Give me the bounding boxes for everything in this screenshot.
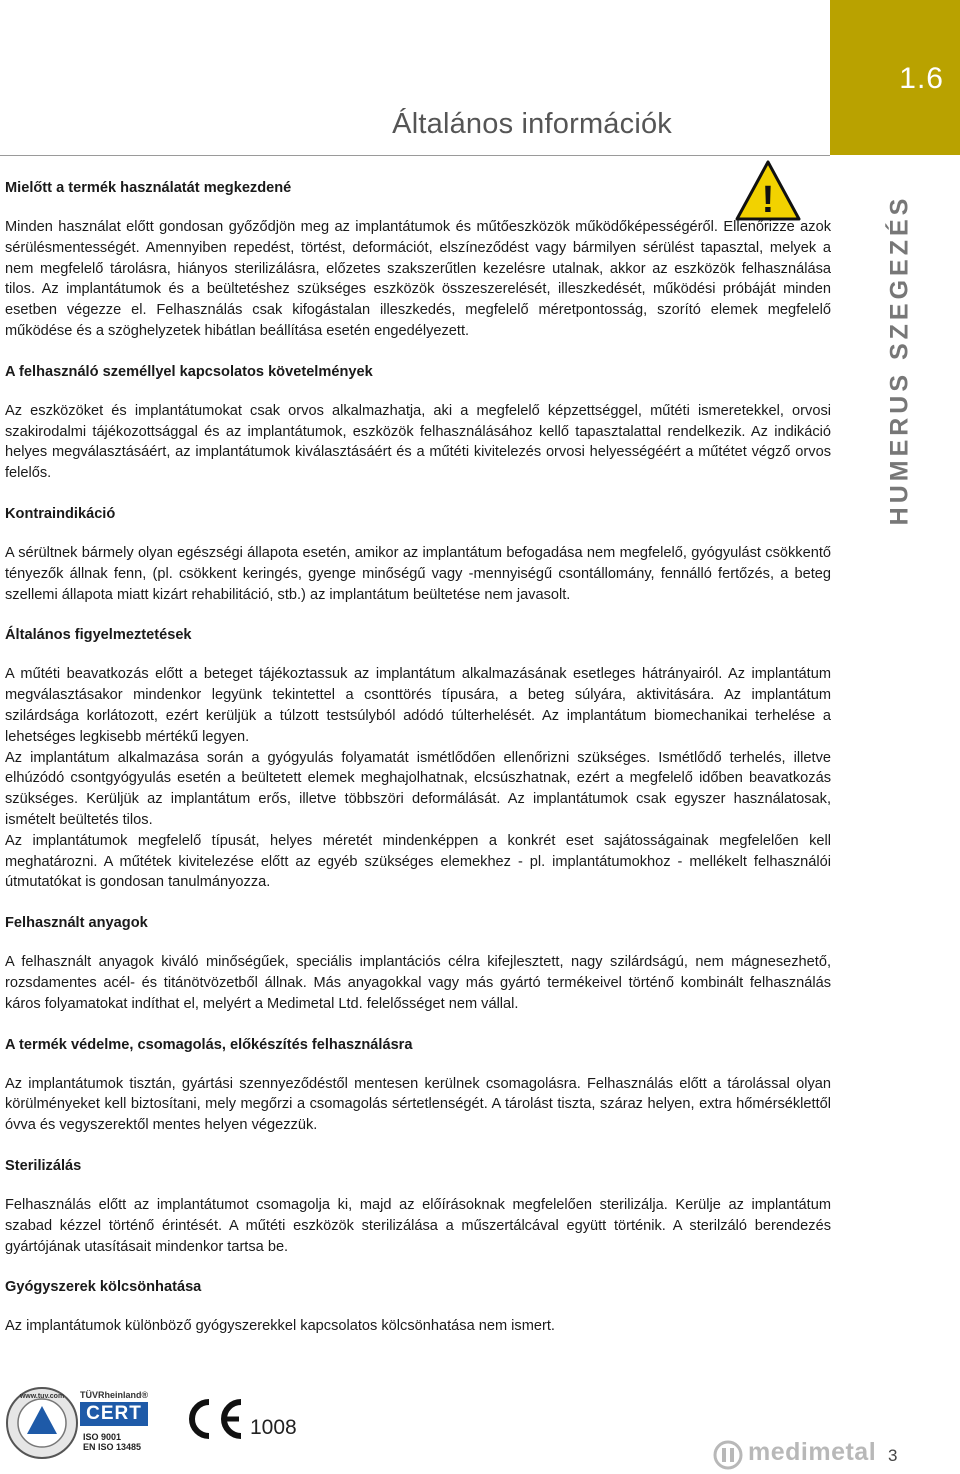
section-heading: Mielőtt a termék használatát megkezdené [5, 180, 292, 196]
document-body [5, 178, 831, 1357]
medimetal-logo-icon [713, 1440, 743, 1470]
section-paragraph: Minden használat előtt gondosan győződjön meg az implantátumok és műtőeszközök működőképességéről. Ellenőrizze azok sérülésmentességét. Amennyiben repedést, törtést, deformációt, elszíneződést vagy bármilyen sérülést tapasztal, melyek a nem megfelelő tárolásra, hiányos sterilizálásra, előzetes szakszerűtlen kezelésre utalnak, akkor az eszközök felhasználása tilos. Az implantátumok és a beültetéshez szükséges eszközök összeszerelését, illeszkedését, működési próbáját minden esetben végezze el. Felhasználás csak kifogástalan illeszkedés, megfelelő méretpontosság, szorító elemek megfelelő működése és a szöghelyzetek hibátlan beállítása esetén engedélyezett. [5, 219, 831, 339]
section-heading: A termék védelme, csomagolás, előkészítés felhasználásra [5, 1036, 413, 1053]
section-number: 1.6 [899, 62, 944, 95]
page-number: 3 [888, 1446, 898, 1465]
section-user-requirements [5, 362, 831, 484]
side-label: HUMERUS SZEGEZÉS [885, 194, 914, 526]
tuv-cert-block [80, 1390, 160, 1456]
section-paragraph: Az implantátumok különböző gyógyszerekkel kapcsolatos kölcsönhatása nem ismert. [5, 1318, 555, 1335]
iso-line: ISO 9001 [83, 1432, 122, 1442]
section-paragraph: Az implantátumok megfelelő típusát, helyes méretét mindenképpen a konkrét eset sajátosságainak megfelelően kell meghatározni. A műtétek kivitelezése előtt az egyéb szükséges elemekhez - pl. implantátumokhoz - mellékelt felhasználói útmutatókat is gondosan tanulmányozza. [5, 832, 831, 891]
tuv-brand: TÜVRheinland® [80, 1390, 149, 1400]
section-paragraph: Felhasználás előtt az implantátumot csomagolja ki, majd az előírásoknak megfelelően sterilizálja. Kerülje az implantátum szabad kézzel történő érintését. A műtéti eszközök sterilizálása a műszertálcával együtt történik. A sterilzáló berendezés gyártójának utasításait mindenkor tartsa be. [5, 1196, 831, 1255]
tuv-cert-label: CERT [80, 1402, 148, 1426]
iso-certifications [83, 1432, 141, 1452]
warning-symbol: ! [761, 179, 775, 221]
section-number-box [830, 0, 960, 155]
header-band [0, 0, 830, 156]
section-general-warnings [5, 625, 831, 893]
footer [0, 1380, 960, 1474]
iso-line: EN ISO 13485 [83, 1442, 142, 1452]
section-paragraph: Az implantátum alkalmazása során a gyógyulás folyamatát ismétlődően ellenőrizni szükséges. Ismétlődő terhelés, illetve elhúzódó csontgyógyulás esetén a beültetett elemek meghajolhatnak, elcsúszhatnak, ezért a megfelelő időben beavatkozás szükséges. Kerüljük az implantátum erős, illetve többszöri deformálását. Az implantátumok csak egyszer használatosak, ismételt beültetés tilos. [5, 749, 831, 828]
tuv-seal-text: www.tuv.com [19, 1393, 65, 1400]
section-heading: Gyógyszerek kölcsönhatása [5, 1279, 202, 1296]
page-title: Általános információk [392, 108, 672, 140]
section-paragraph: A sérültnek bármely olyan egészségi állapota esetén, amikor az implantátum befogadása nem megfelelő, gyógyulást csökkentő tényezők állnak fenn, (pl. csökkent keringés, gyenge minőségű vagy -mennyiségű csontállomány, fennálló fertőzés, a beteg szellemi állapota miatt kizárt rehabilitáció, stb.) az implantátum beültetése nem javasolt. [5, 544, 831, 603]
section-sterilization [5, 1156, 831, 1257]
section-before-use [5, 178, 831, 342]
section-paragraph: Az eszközöket és implantátumokat csak orvos alkalmazhatja, aki a megfelelő képzettséggel, műtéti ismeretekkel, orvosi szakirodalmi tájékozottsággal és az implantátumok, eszközök felhasználásához kellő tapasztalattal rendelkezik. Az indikáció helyes megválasztásáért, az implantátumok kiválasztásáért és a műtéti kivitelezés orvosi helyességéért a műtétet végző orvos felelős. [5, 402, 831, 482]
section-packaging [5, 1035, 831, 1136]
tuv-seal-icon [5, 1386, 79, 1460]
section-contraindication [5, 504, 831, 605]
section-heading: Általános figyelmeztetések [5, 627, 192, 644]
ce-mark-icon [183, 1396, 245, 1442]
section-heading: Sterilizálás [5, 1157, 82, 1174]
section-heading: Felhasznált anyagok [5, 915, 148, 932]
section-materials [5, 913, 831, 1014]
section-paragraph: Az implantátumok tisztán, gyártási szennyeződéstől mentesen kerülnek csomagolásra. Felhasználás előtt a tárolással olyan körülményeket kell biztosítani, mely megőrzi a csomagolás sértetlenségét. A tárolást tiszta, száraz helyen, extra hőmérséklettől óvva és vegyszerektől mentes helyen végezzük. [5, 1075, 831, 1134]
section-heading: A felhasználó személlyel kapcsolatos követelmények [5, 363, 373, 380]
ce-notified-body-number: 1008 [250, 1416, 297, 1439]
section-heading: Kontraindikáció [5, 505, 116, 522]
section-paragraph: A felhasznált anyagok kiváló minőségűek, speciális implantációs célra kifejlesztett, nagy szilárdságú, nem mágnesezhető, rozsdamentes acél- és titánötvözetből állnak. Más anyagokkal vagy más gyártó termékeivel történő kombinált felhasználás káros folyamatokat indíthat el, melyért a Medimetal Ltd. felelősséget nem vállal. [5, 954, 831, 1012]
company-name: medimetal [748, 1438, 877, 1466]
section-drug-interaction [5, 1277, 831, 1337]
section-paragraph: A műtéti beavatkozás előtt a beteget tájékoztassuk az implantátum alkalmazásának esetleges hátrányairól. Az implantátum megválasztásakor mindenkor legyünk tekintettel a csonttörés típusára, a beteg súlyára, aktivitására. Az implantátum szilárdsága korlátozott, ezért kerüljük a túlzott testsúlyból adódó túlterhelését. Az implantátum biomechanikai terhelése a lehetséges legkisebb mértékű legyen. [5, 666, 831, 745]
